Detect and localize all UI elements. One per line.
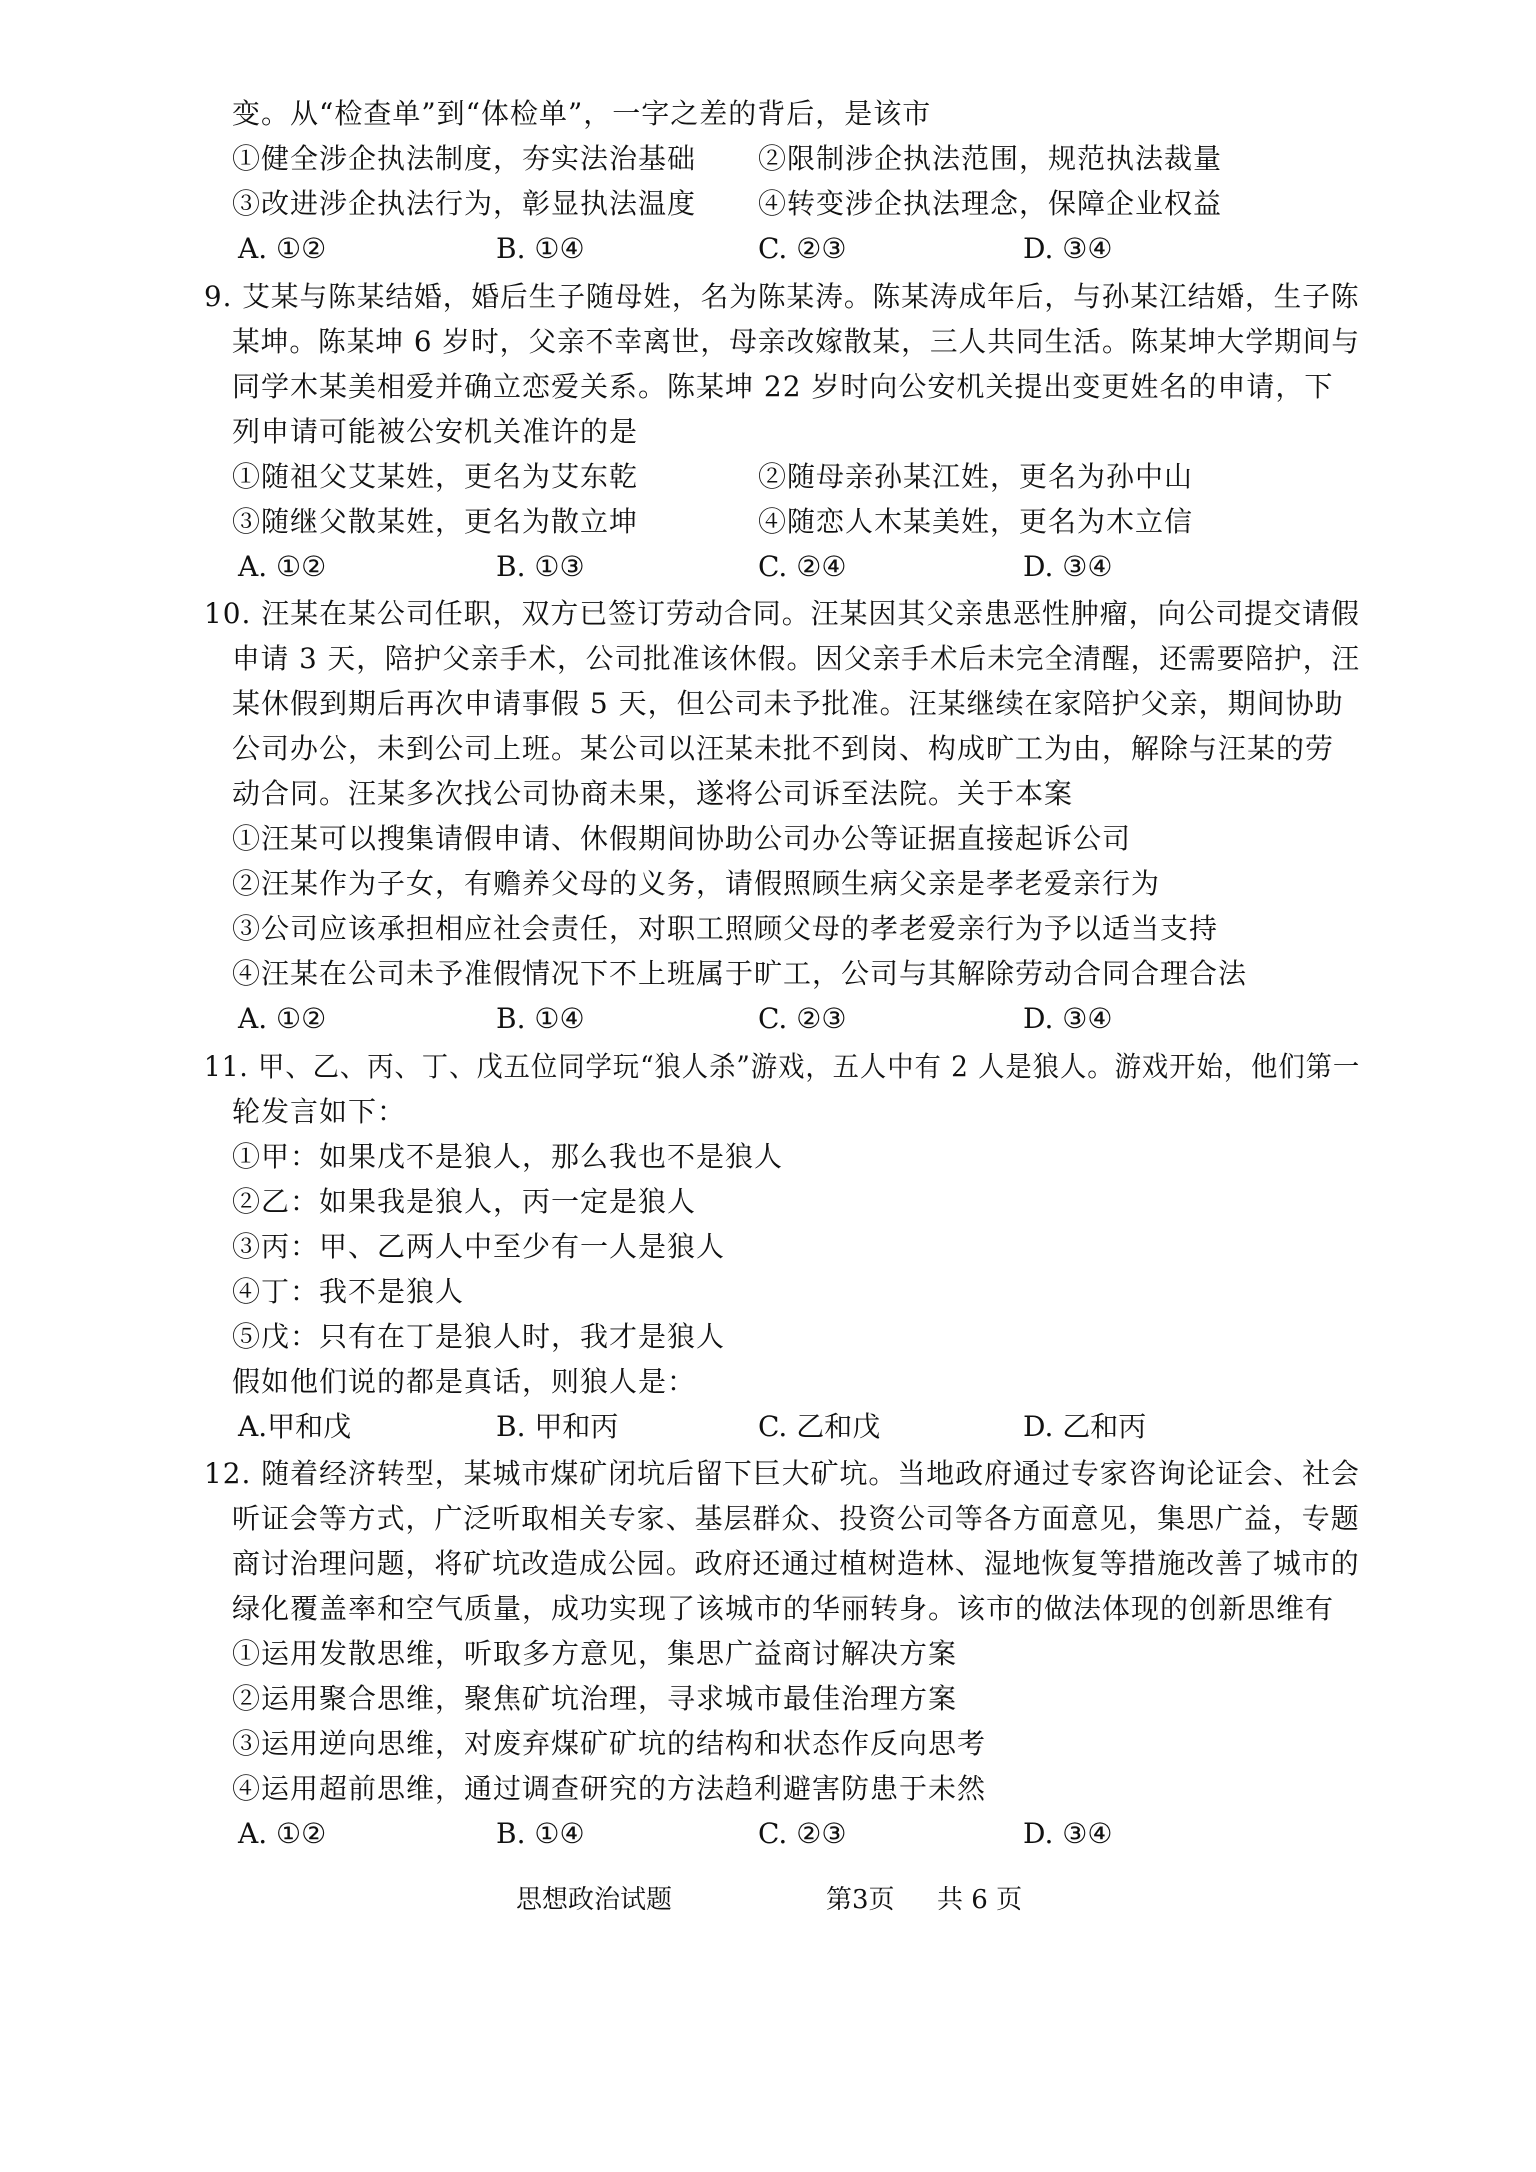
q9-choice-b: B. ①③ — [496, 550, 585, 583]
q9-choice-c: C. ②④ — [758, 550, 847, 583]
q9-stem-line-3: 同学木某美相爱并确立恋爱关系。陈某坤 22 岁时向公安机关提出变更姓名的申请，下 — [232, 370, 1334, 403]
q10-item-2: ②汪某作为子女，有赡养父母的义务，请假照顾生病父亲是孝老爱亲行为 — [232, 867, 1161, 900]
q10-choice-a: A. ①② — [238, 1002, 327, 1035]
q9-item-4: ④随恋人木某美姓，更名为木立信 — [758, 505, 1194, 538]
q10-choice-c: C. ②③ — [758, 1002, 847, 1035]
q11-question-prompt: 假如他们说的都是真话，则狼人是： — [232, 1365, 697, 1398]
q11-choice-d: D. 乙和丙 — [1023, 1410, 1147, 1443]
q8-item-1: ①健全涉企执法制度，夯实法治基础 — [232, 142, 697, 175]
footer-page-number: 第3页 — [826, 1885, 895, 1915]
q11-choice-a: A.甲和戊 — [238, 1410, 352, 1443]
q8-item-2: ②限制涉企执法范围，规范执法裁量 — [758, 142, 1223, 175]
footer-total-pages: 共 6 页 — [937, 1885, 1023, 1915]
q10-stem-line-3: 某休假到期后再次申请事假 5 天，但公司未予批准。汪某继续在家陪护父亲，期间协助 — [232, 687, 1344, 720]
q11-choice-c: C. 乙和戊 — [758, 1410, 881, 1443]
q12-stem-line-4: 绿化覆盖率和空气质量，成功实现了该城市的华丽转身。该市的做法体现的创新思维有 — [232, 1592, 1335, 1625]
q10-choice-b: B. ①④ — [496, 1002, 585, 1035]
q11-choice-b: B. 甲和丙 — [496, 1410, 619, 1443]
q12-choice-a: A. ①② — [238, 1817, 327, 1850]
q10-item-4: ④汪某在公司未予准假情况下不上班属于旷工，公司与其解除劳动合同合理合法 — [232, 957, 1248, 990]
q9-stem-line-2: 某坤。陈某坤 6 岁时，父亲不幸离世，母亲改嫁散某，三人共同生活。陈某坤大学期间与 — [232, 325, 1361, 358]
q9-item-3: ③随继父散某姓，更名为散立坤 — [232, 505, 639, 538]
q11-stem-line-2: 轮发言如下： — [232, 1095, 407, 1128]
q10-stem-line-5: 动合同。汪某多次找公司协商未果，遂将公司诉至法院。关于本案 — [232, 777, 1074, 810]
q11-item-4: ④丁：我不是狼人 — [232, 1275, 465, 1308]
q10-item-1: ①汪某可以搜集请假申请、休假期间协助公司办公等证据直接起诉公司 — [232, 822, 1132, 855]
q9-choice-a: A. ①② — [238, 550, 327, 583]
q12-choice-c: C. ②③ — [758, 1817, 847, 1850]
q12-stem-line-1: 12. 随着经济转型，某城市煤矿闭坑后留下巨大矿坑。当地政府通过专家咨询论证会、社会 — [204, 1457, 1360, 1490]
q8-item-3: ③改进涉企执法行为，彰显执法温度 — [232, 187, 697, 220]
q9-item-1: ①随祖父艾某姓，更名为艾东乾 — [232, 460, 639, 493]
q10-stem-line-4: 公司办公，未到公司上班。某公司以汪某未批不到岗、构成旷工为由，解除与汪某的劳 — [232, 732, 1335, 765]
q11-item-3: ③丙：甲、乙两人中至少有一人是狼人 — [232, 1230, 726, 1263]
q10-choice-d: D. ③④ — [1023, 1002, 1113, 1035]
q8-choice-a: A. ①② — [238, 232, 327, 265]
q12-item-3: ③运用逆向思维，对废弃煤矿矿坑的结构和状态作反向思考 — [232, 1727, 987, 1760]
q9-stem-line-1: 9. 艾某与陈某结婚，婚后生子随母姓，名为陈某涛。陈某涛成年后，与孙某江结婚，生子陈 — [204, 280, 1360, 313]
q8-stem-tail: 变。从“检查单”到“体检单”，一字之差的背后，是该市 — [232, 97, 932, 130]
q10-stem-line-2: 申请 3 天，陪护父亲手术，公司批准该休假。因父亲手术后未完全清醒，还需要陪护，汪 — [232, 642, 1361, 675]
q11-item-5: ⑤戊：只有在丁是狼人时，我才是狼人 — [232, 1320, 726, 1353]
q9-stem-line-4: 列申请可能被公安机关准许的是 — [232, 415, 639, 448]
q9-item-2: ②随母亲孙某江姓，更名为孙中山 — [758, 460, 1194, 493]
footer-subject: 思想政治试题 — [516, 1885, 673, 1915]
q12-choice-d: D. ③④ — [1023, 1817, 1113, 1850]
q12-choice-b: B. ①④ — [496, 1817, 585, 1850]
q11-item-1: ①甲：如果戊不是狼人，那么我也不是狼人 — [232, 1140, 784, 1173]
q8-item-4: ④转变涉企执法理念，保障企业权益 — [758, 187, 1223, 220]
q8-choice-d: D. ③④ — [1023, 232, 1113, 265]
q12-stem-line-3: 商讨治理问题，将矿坑改造成公园。政府还通过植树造林、湿地恢复等措施改善了城市的 — [232, 1547, 1360, 1580]
q10-item-3: ③公司应该承担相应社会责任，对职工照顾父母的孝老爱亲行为予以适当支持 — [232, 912, 1219, 945]
q8-choice-b: B. ①④ — [496, 232, 585, 265]
q8-choice-c: C. ②③ — [758, 232, 847, 265]
q12-item-2: ②运用聚合思维，聚焦矿坑治理，寻求城市最佳治理方案 — [232, 1682, 958, 1715]
q12-item-4: ④运用超前思维，通过调查研究的方法趋利避害防患于未然 — [232, 1772, 987, 1805]
q9-choice-d: D. ③④ — [1023, 550, 1113, 583]
q11-item-2: ②乙：如果我是狼人，丙一定是狼人 — [232, 1185, 697, 1218]
q11-stem-line-1: 11. 甲、乙、丙、丁、戊五位同学玩“狼人杀”游戏，五人中有 2 人是狼人。游戏开始，他们第一 — [204, 1050, 1361, 1083]
q12-stem-line-2: 听证会等方式，广泛听取相关专家、基层群众、投资公司等各方面意见，集思广益，专题 — [232, 1502, 1360, 1535]
q10-stem-line-1: 10. 汪某在某公司任职，双方已签订劳动合同。汪某因其父亲患恶性肿瘤，向公司提交请假 — [204, 597, 1360, 630]
q12-item-1: ①运用发散思维，听取多方意见，集思广益商讨解决方案 — [232, 1637, 958, 1670]
